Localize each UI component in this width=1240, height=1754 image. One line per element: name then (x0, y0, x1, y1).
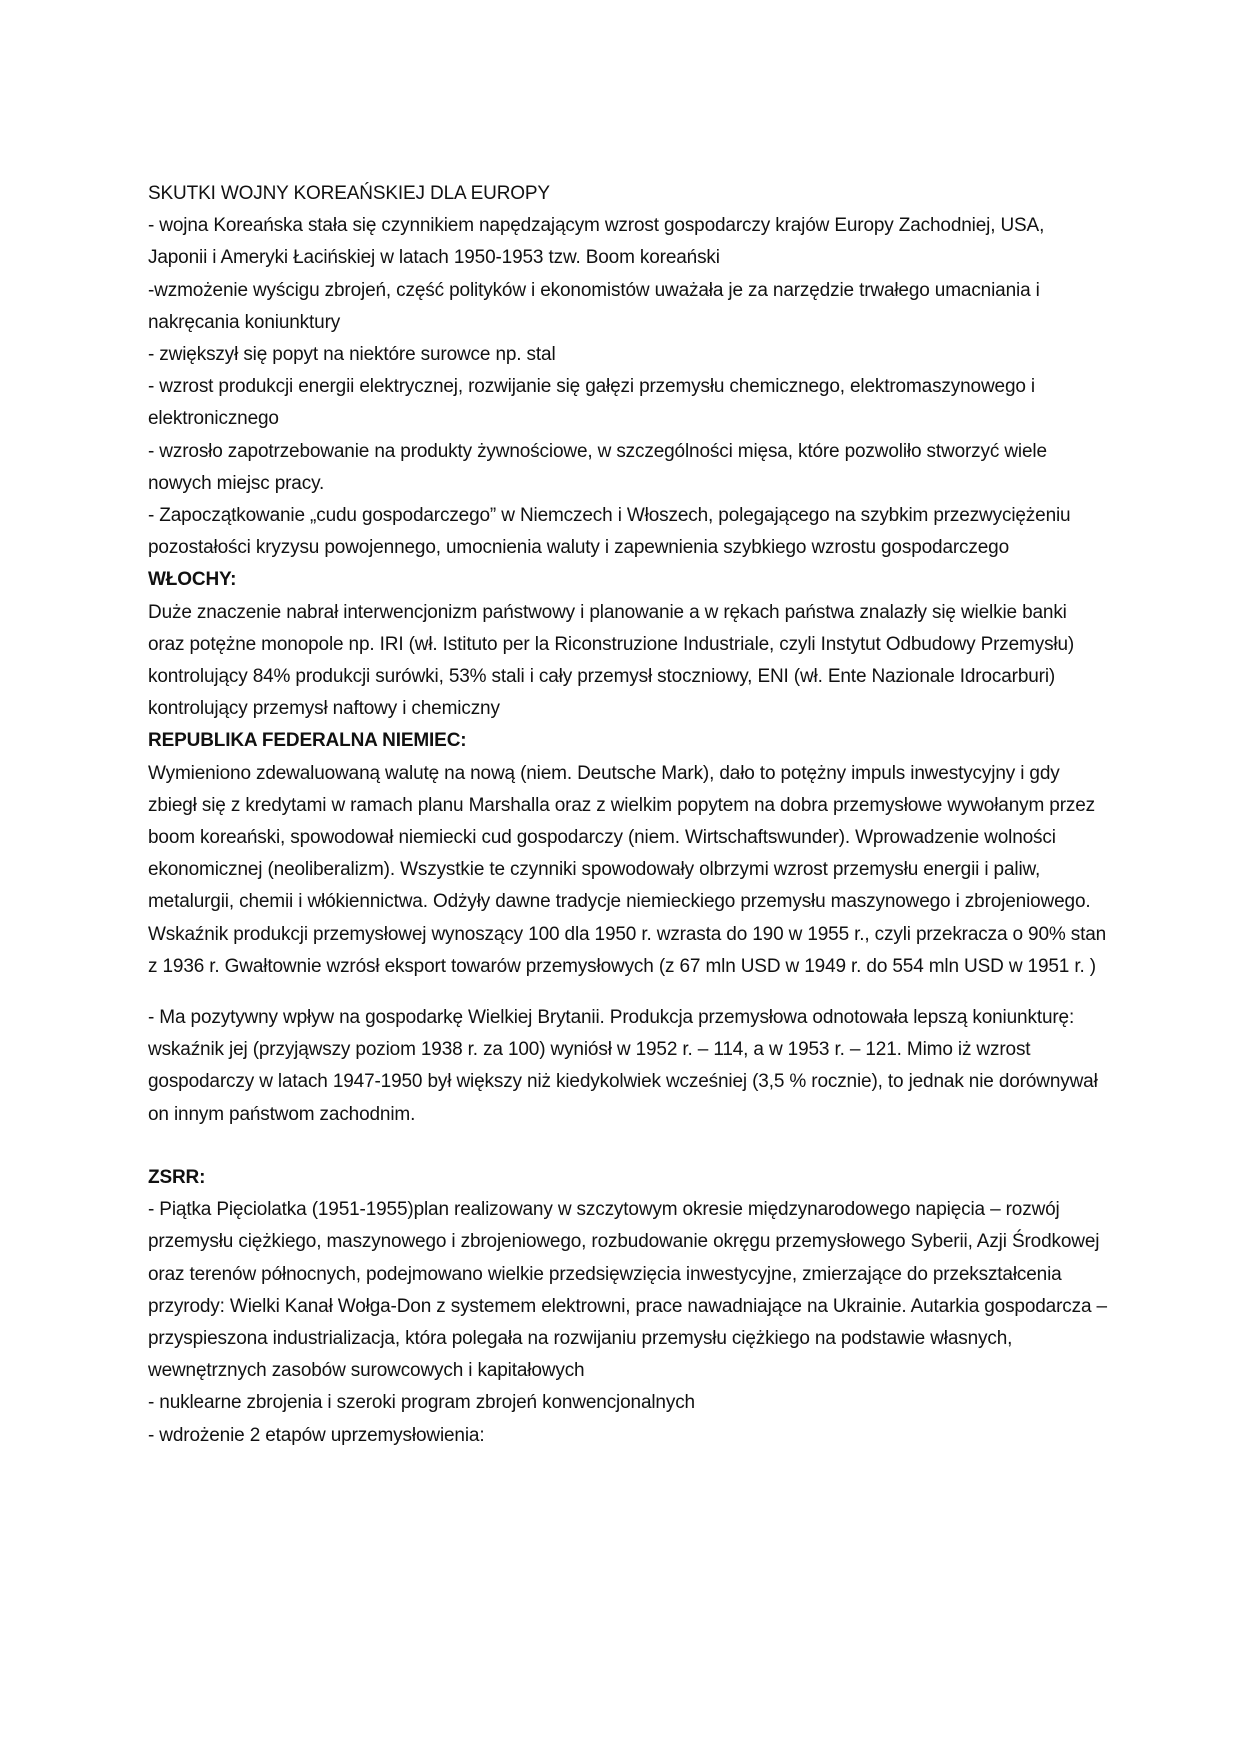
britain-paragraph: - Ma pozytywny wpływ na gospodarkę Wielkiej Brytanii. Produkcja przemysłowa odnotowała lepszą koniunkturę: wskaźnik jej (przyjąwszy poziom 1938 r. za 100) wyniósł w 1952 r. – 114, a w 1953 r. – 121. Mimo iż wzrost gospodarczy w latach 1947-1950 był większy niż kiedykolwiek wcześniej (3,5 % rocznie), to jednak nie dorównywał on innym państwom zachodnim. (148, 1007, 1098, 1125)
germany-heading: REPUBLIKA FEDERALNA NIEMIEC: (148, 730, 467, 752)
europe-point-6: - Zapoczątkowanie „cudu gospodarczego” w Niemczech i Włoszech, polegającego na szybkim przezwyciężeniu pozostałości kryzysu powojennego, umocnienia waluty i zapewnienia szybkiego wzrostu gospodarczego (148, 505, 1071, 559)
paragraph-spacer (148, 983, 1108, 1002)
europe-point-4: - wzrost produkcji energii elektrycznej, rozwijanie się gałęzi przemysłu chemicznego, elektromaszynowego i elektronicznego (148, 376, 1035, 430)
europe-point-5: - wzrosło zapotrzebowanie na produkty żywnościowe, w szczególności mięsa, które pozwoliło stworzyć wiele nowych miejsc pracy. (148, 440, 1047, 494)
italy-paragraph: Duże znaczenie nabrał interwencjonizm państwowy i planowanie a w rękach państwa znalazły się wielkie banki oraz potężne monopole np. IRI (wł. Istituto per la Riconstruzione Industriale, czyli Instytut Odbudowy Przemysłu) kontrolujący 84% produkcji surówki, 53% stali i cały przemysł stoczniowy, ENI (wł. Ente Nazionale Idrocarburi) kontrolujący przemysł naftowy i chemiczny (148, 601, 1075, 720)
ussr-point-3: - wdrożenie 2 etapów uprzemysłowienia: (148, 1424, 485, 1446)
document-page (148, 178, 1108, 1452)
ussr-point-1: - Piątka Pięciolatka (1951-1955)plan realizowany w szczytowym okresie międzynarodowego napięcia – rozwój przemysłu ciężkiego, maszynowego i zbrojeniowego, rozbudowanie okręgu przemysłowego Syberii, Azji Środkowej oraz terenów północnych, podejmowano wielkie przedsięwzięcia inwestycyjne, zmierzające do przekształcenia przyrody: Wielki Kanał Wołga-Don z systemem elektrowni, prace nawadniające na Ukrainie. Autarkia gospodarcza – przyspieszona industrializacja, która polegała na rozwijaniu przemysłu ciężkiego na podstawie własnych, wewnętrznych zasobów surowcowych i kapitałowych (148, 1199, 1107, 1382)
europe-point-3: - zwiększył się popyt na niektóre surowce np. stal (148, 344, 556, 366)
europe-point-1: - wojna Koreańska stała się czynnikiem napędzającym wzrost gospodarczy krajów Europy Zachodniej, USA, Japonii i Ameryki Łacińskiej w latach 1950-1953 tzw. Boom koreański (148, 215, 1045, 269)
ussr-heading: ZSRR: (148, 1166, 206, 1188)
italy-heading: WŁOCHY: (148, 569, 237, 591)
europe-point-2: -wzmożenie wyścigu zbrojeń, część polityków i ekonomistów uważała je za narzędzie trwałego umacniania i nakręcania koniunktury (148, 279, 1040, 333)
ussr-point-2: - nuklearne zbrojenia i szeroki program zbrojeń konwencjonalnych (148, 1392, 695, 1414)
germany-paragraph: Wymieniono zdewaluowaną walutę na nową (niem. Deutsche Mark), dało to potężny impuls inwestycyjny i gdy zbiegł się z kredytami w ramach planu Marshalla oraz z wielkim popytem na dobra przemysłowe wywołanym przez boom koreański, spowodował niemiecki cud gospodarczy (niem. Wirtschaftswunder). Wprowadzenie wolności ekonomicznej (neoliberalizm). Wszystkie te czynniki spowodowały olbrzymi wzrost przemysłu energii i paliw, metalurgii, chemii i włókiennictwa. Odżyły dawne tradycje niemieckiego przemysłu maszynowego i zbrojeniowego. Wskaźnik produkcji przemysłowej wynoszący 100 dla 1950 r. wzrasta do 190 w 1955 r., czyli przekracza o 90% stan z 1936 r. Gwałtownie wzrósł eksport towarów przemysłowych (z 67 mln USD w 1949 r. do 554 mln USD w 1951 r. ) (148, 762, 1107, 977)
paragraph-spacer (148, 1131, 1108, 1162)
document-title: SKUTKI WOJNY KOREAŃSKIEJ DLA EUROPY (148, 183, 550, 204)
